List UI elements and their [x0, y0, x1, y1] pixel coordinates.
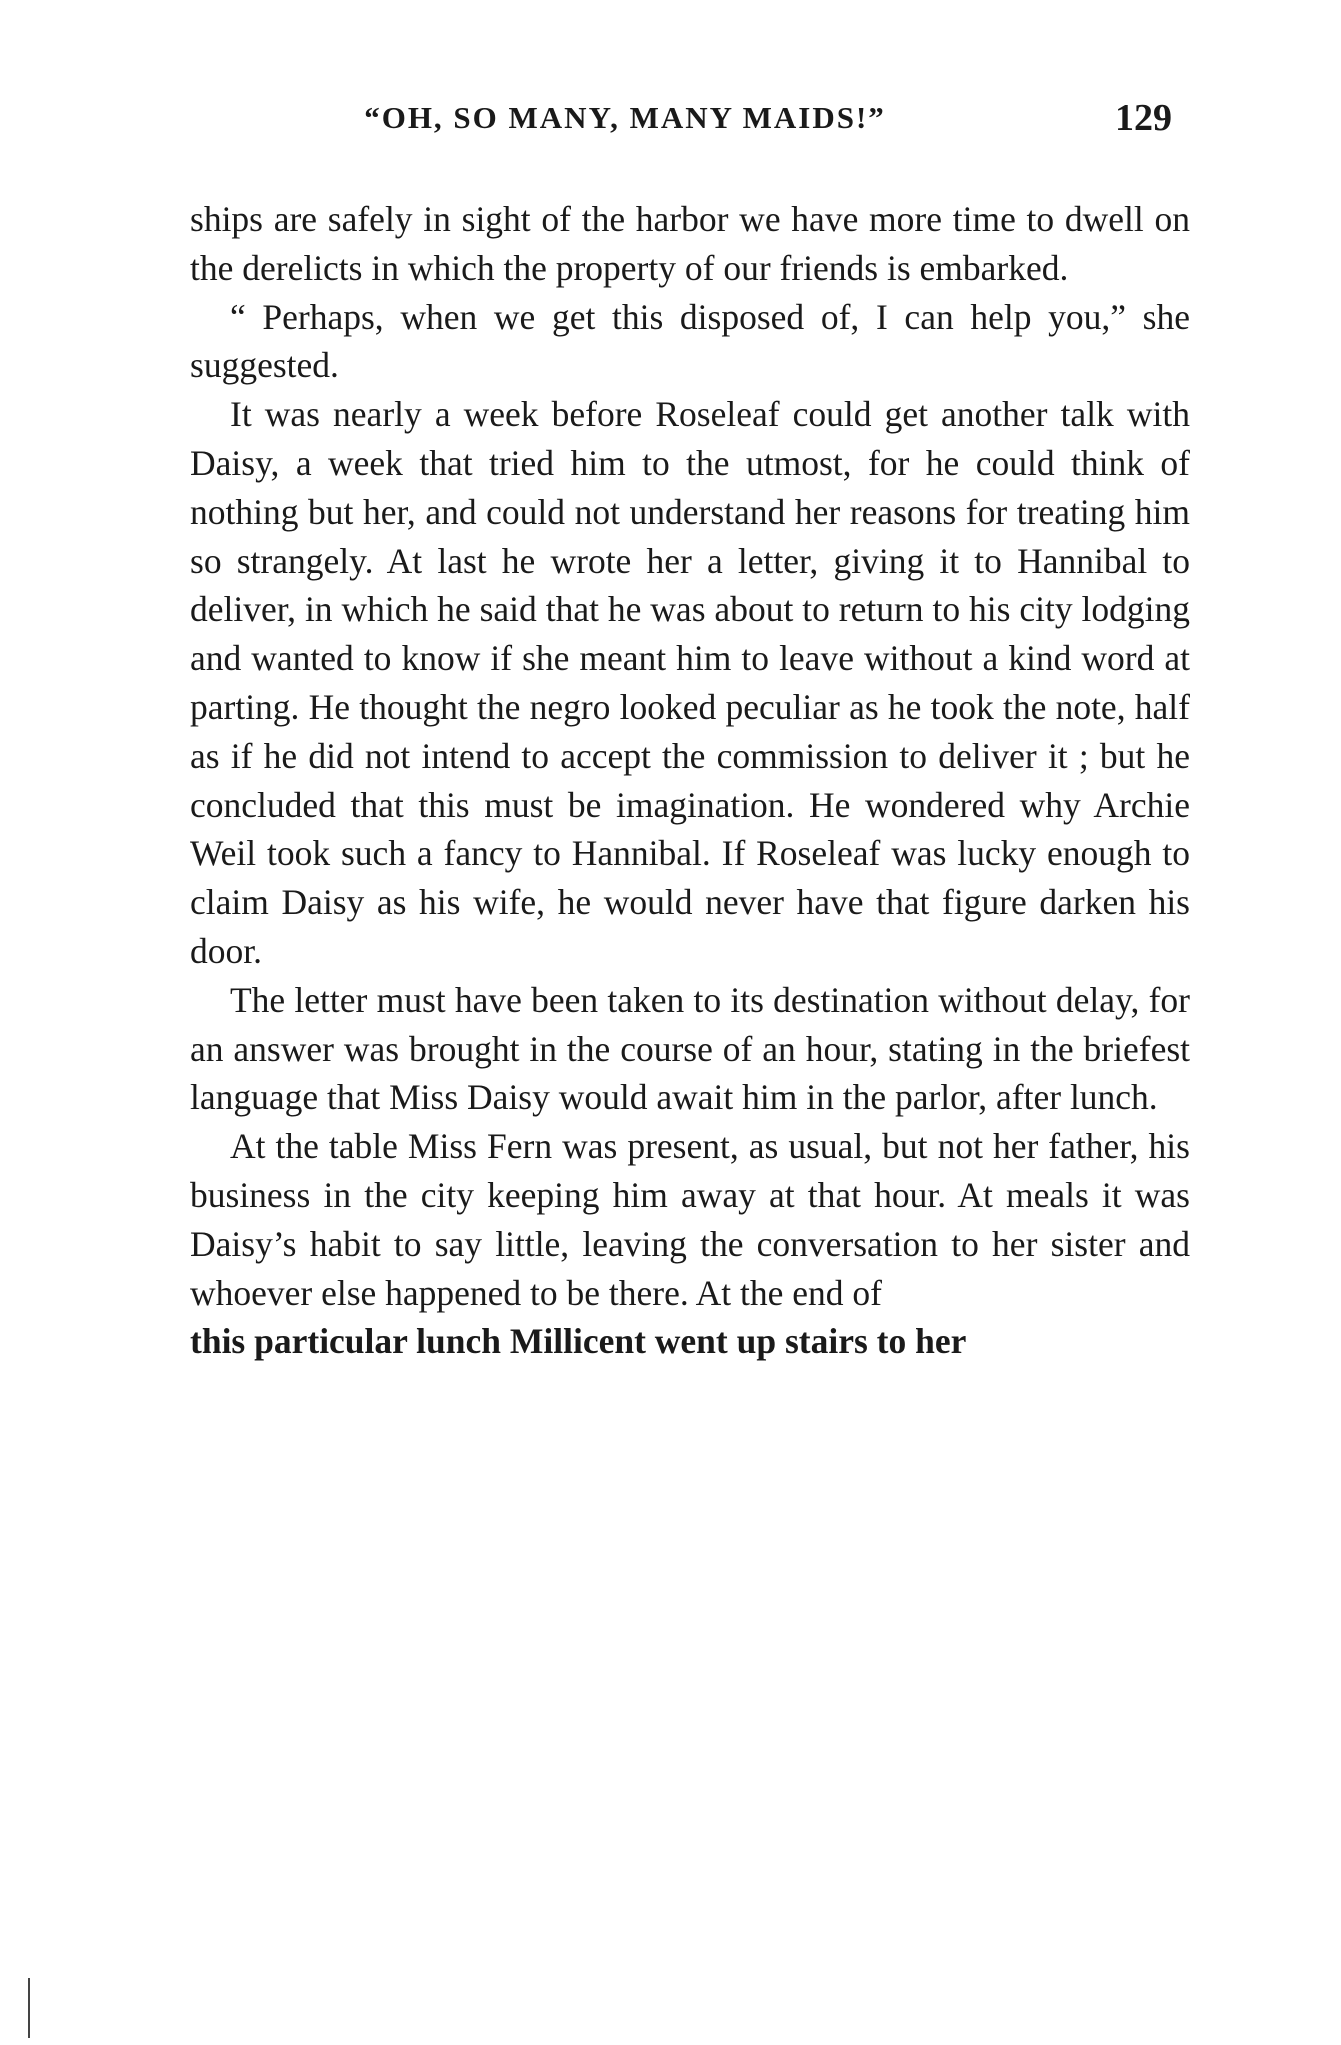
paragraph: “ Perhaps, when we get this disposed of, I can help you,” she suggested. [190, 296, 1190, 386]
paragraph-final-line: this particular lunch Millicent went up stairs to her [190, 1321, 967, 1362]
paragraph: It was nearly a week before Roseleaf could get another talk with Daisy, a week that tried him to the utmost, for he could think of nothing but her, and could not understand her reasons for treating him so strangely. At last he wrote her a letter, giving it to Hannibal to deliver, in which he said that he was about to return to his city lodging and wanted to know if she meant him to leave without a kind word at parting. He thought the negro looked peculiar as he took the note, half as if he did not intend to accept the commission to deliver it ; but he concluded that this must be imagination. He wondered why Archie Weil took such a fancy to Hannibal. If Roseleaf was lucky enough to claim Daisy as his wife, he would never have that figure darken his door. [190, 394, 1190, 971]
page-number: 129 [1115, 97, 1172, 139]
scan-margin-mark [28, 1978, 30, 2038]
paragraph: At the table Miss Fern was present, as usual, but not her father, his business in the city keeping him away at that hour. At meals it was Daisy’s habit to say little, leaving the conversation to her sister and whoever else happened to be there. At the end of [190, 1126, 1190, 1313]
paragraph: The letter must have been taken to its destination without delay, for an answer was brought in the course of an hour, stating in the briefest language that Miss Daisy would await him in the parlor, after lunch. [190, 979, 1190, 1118]
running-title: “OH, SO MANY, MANY MAIDS!” [364, 100, 886, 135]
paragraph-continuation: ships are safely in sight of the harbor we have more time to dwell on the derelicts in which the property of our friends is embarked. [190, 199, 1190, 288]
running-header [190, 97, 1190, 150]
body-text [190, 195, 1190, 1366]
